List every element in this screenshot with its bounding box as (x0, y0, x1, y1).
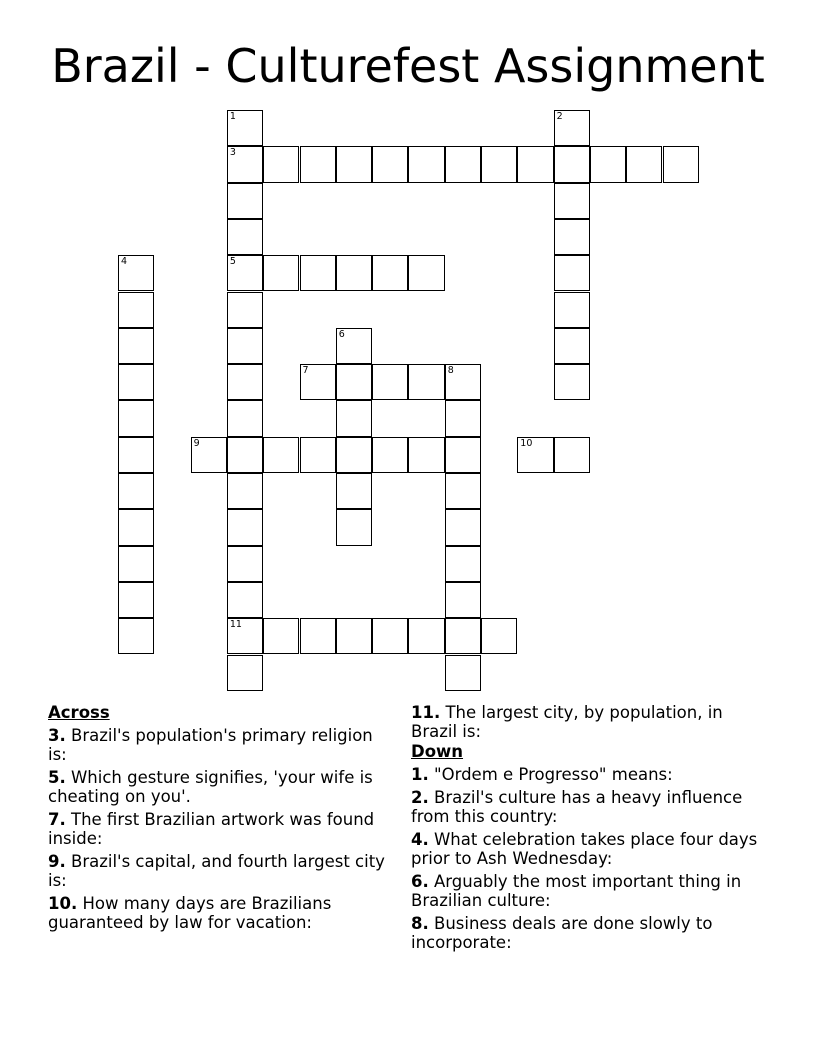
clue-text: Which gesture signifies, 'your wife is cheating on you'. (48, 768, 373, 806)
grid-cell[interactable] (227, 400, 263, 436)
grid-cell[interactable] (336, 437, 372, 473)
clue-text: "Ordem e Progresso" means: (428, 765, 673, 784)
cell-number: 8 (447, 365, 454, 377)
grid-cell[interactable] (408, 255, 444, 291)
clue-number: 3. (48, 726, 66, 745)
grid-cell[interactable] (445, 582, 481, 618)
grid-cell[interactable] (336, 328, 372, 364)
clue-number: 1. (411, 765, 429, 784)
clue-text: How many days are Brazilians guaranteed by law for vacation: (48, 894, 332, 932)
grid-cell[interactable] (408, 364, 444, 400)
clue-number: 9. (48, 852, 66, 871)
grid-cell[interactable] (227, 509, 263, 545)
grid-cell[interactable] (227, 328, 263, 364)
grid-cell[interactable] (227, 364, 263, 400)
cell-number: 7 (302, 365, 309, 377)
grid-cell[interactable] (118, 509, 154, 545)
clue-text: Business deals are done slowly to incorporate: (411, 914, 713, 952)
clue-number: 4. (411, 830, 429, 849)
grid-cell[interactable] (408, 618, 444, 654)
grid-cell[interactable] (227, 183, 263, 219)
across-clue-7 (48, 810, 388, 848)
cell-number: 2 (556, 111, 563, 122)
down-clue-6 (411, 872, 771, 910)
grid-cell[interactable] (445, 655, 481, 691)
grid-cell[interactable] (445, 473, 481, 509)
grid-cell[interactable] (300, 364, 336, 400)
grid-cell[interactable] (372, 255, 408, 291)
grid-cell[interactable] (554, 292, 590, 328)
grid-cell[interactable] (445, 509, 481, 545)
clue-number: 5. (48, 768, 66, 787)
cell-number: 6 (338, 328, 345, 340)
grid-cell[interactable] (118, 582, 154, 618)
grid-cell[interactable] (300, 437, 336, 473)
across-clue-11 (411, 703, 771, 741)
clue-number: 7. (48, 810, 66, 829)
clues-right-column (411, 703, 771, 956)
grid-cell[interactable] (481, 146, 517, 182)
clues-left-column (48, 703, 388, 936)
grid-cell[interactable] (336, 473, 372, 509)
grid-cell[interactable] (227, 255, 263, 291)
across-clue-10 (48, 894, 388, 932)
clue-text: The largest city, by population, in Brazil is: (411, 703, 723, 741)
clue-number: 10. (48, 894, 78, 913)
grid-cell[interactable] (227, 146, 263, 182)
grid-cell[interactable] (408, 146, 444, 182)
cell-number: 5 (229, 256, 236, 268)
grid-cell[interactable] (372, 364, 408, 400)
grid-cell[interactable] (336, 146, 372, 182)
grid-cell[interactable] (554, 328, 590, 364)
cell-number: 10 (520, 437, 533, 449)
grid-cell[interactable] (336, 509, 372, 545)
cell-number: 11 (229, 619, 242, 631)
grid-cell[interactable] (118, 473, 154, 509)
grid-cell[interactable] (118, 400, 154, 436)
grid-cell[interactable] (227, 219, 263, 255)
grid-cell[interactable] (118, 437, 154, 473)
cell-number: 4 (121, 256, 128, 268)
grid-cell[interactable] (227, 473, 263, 509)
clue-number: 11. (411, 703, 441, 722)
grid-cell[interactable] (263, 255, 299, 291)
grid-cell[interactable] (227, 582, 263, 618)
grid-cell[interactable] (118, 328, 154, 364)
grid-cell[interactable] (227, 655, 263, 691)
across-heading: Across (48, 703, 110, 722)
cell-number: 9 (193, 437, 200, 449)
grid-cell[interactable] (408, 437, 444, 473)
grid-cell[interactable] (372, 146, 408, 182)
grid-cell[interactable] (118, 618, 154, 654)
grid-cell[interactable] (372, 437, 408, 473)
grid-cell[interactable] (554, 364, 590, 400)
grid-cell[interactable] (372, 618, 408, 654)
clue-text: Brazil's population's primary religion is: (48, 726, 373, 764)
grid-cell[interactable] (336, 364, 372, 400)
grid-cell[interactable] (481, 618, 517, 654)
grid-cell[interactable] (118, 292, 154, 328)
grid-cell[interactable] (227, 618, 263, 654)
page-title: Brazil - Culturefest Assignment (51, 39, 765, 93)
grid-cell[interactable] (191, 437, 227, 473)
grid-cell[interactable] (445, 146, 481, 182)
grid-cell[interactable] (445, 546, 481, 582)
clue-number: 8. (411, 914, 429, 933)
clue-text: What celebration takes place four days prior to Ash Wednesday: (411, 830, 758, 868)
grid-cell[interactable] (554, 255, 590, 291)
grid-cell[interactable] (300, 618, 336, 654)
grid-cell[interactable] (336, 618, 372, 654)
across-clue-3 (48, 726, 388, 764)
grid-cell[interactable] (263, 146, 299, 182)
grid-cell[interactable] (445, 364, 481, 400)
grid-cell[interactable] (445, 437, 481, 473)
grid-cell[interactable] (445, 618, 481, 654)
cell-number: 1 (229, 111, 236, 122)
clue-text: Brazil's culture has a heavy influence from this country: (411, 788, 743, 826)
grid-cell[interactable] (554, 146, 590, 182)
down-clue-1 (411, 765, 771, 784)
grid-cell[interactable] (445, 400, 481, 436)
cell-number: 3 (229, 147, 236, 159)
grid-cell[interactable] (554, 437, 590, 473)
grid-cell[interactable] (118, 255, 154, 291)
grid-cell[interactable] (227, 437, 263, 473)
clue-text: Brazil's capital, and fourth largest city is: (48, 852, 385, 890)
grid-cell[interactable] (336, 400, 372, 436)
grid-cell[interactable] (227, 292, 263, 328)
grid-cell[interactable] (517, 146, 553, 182)
across-clue-9 (48, 852, 388, 890)
grid-cell[interactable] (263, 437, 299, 473)
grid-cell[interactable] (517, 437, 553, 473)
grid-cell[interactable] (336, 255, 372, 291)
clue-text: Arguably the most important thing in Brazilian culture: (411, 872, 742, 910)
grid-cell[interactable] (663, 146, 699, 182)
grid-cell[interactable] (554, 183, 590, 219)
grid-cell[interactable] (300, 146, 336, 182)
across-clue-5 (48, 768, 388, 806)
down-clue-4 (411, 830, 771, 868)
grid-cell[interactable] (554, 110, 590, 146)
clue-number: 6. (411, 872, 429, 891)
grid-cell[interactable] (626, 146, 662, 182)
grid-cell[interactable] (118, 364, 154, 400)
grid-cell[interactable] (118, 546, 154, 582)
clue-text: The first Brazilian artwork was found inside: (48, 810, 375, 848)
grid-cell[interactable] (590, 146, 626, 182)
grid-cell[interactable] (227, 110, 263, 146)
down-clue-8 (411, 914, 771, 952)
grid-cell[interactable] (554, 219, 590, 255)
down-clue-2 (411, 788, 771, 826)
grid-cell[interactable] (227, 546, 263, 582)
grid-cell[interactable] (300, 255, 336, 291)
grid-cell[interactable] (263, 618, 299, 654)
down-heading: Down (411, 742, 464, 761)
clue-number: 2. (411, 788, 429, 807)
